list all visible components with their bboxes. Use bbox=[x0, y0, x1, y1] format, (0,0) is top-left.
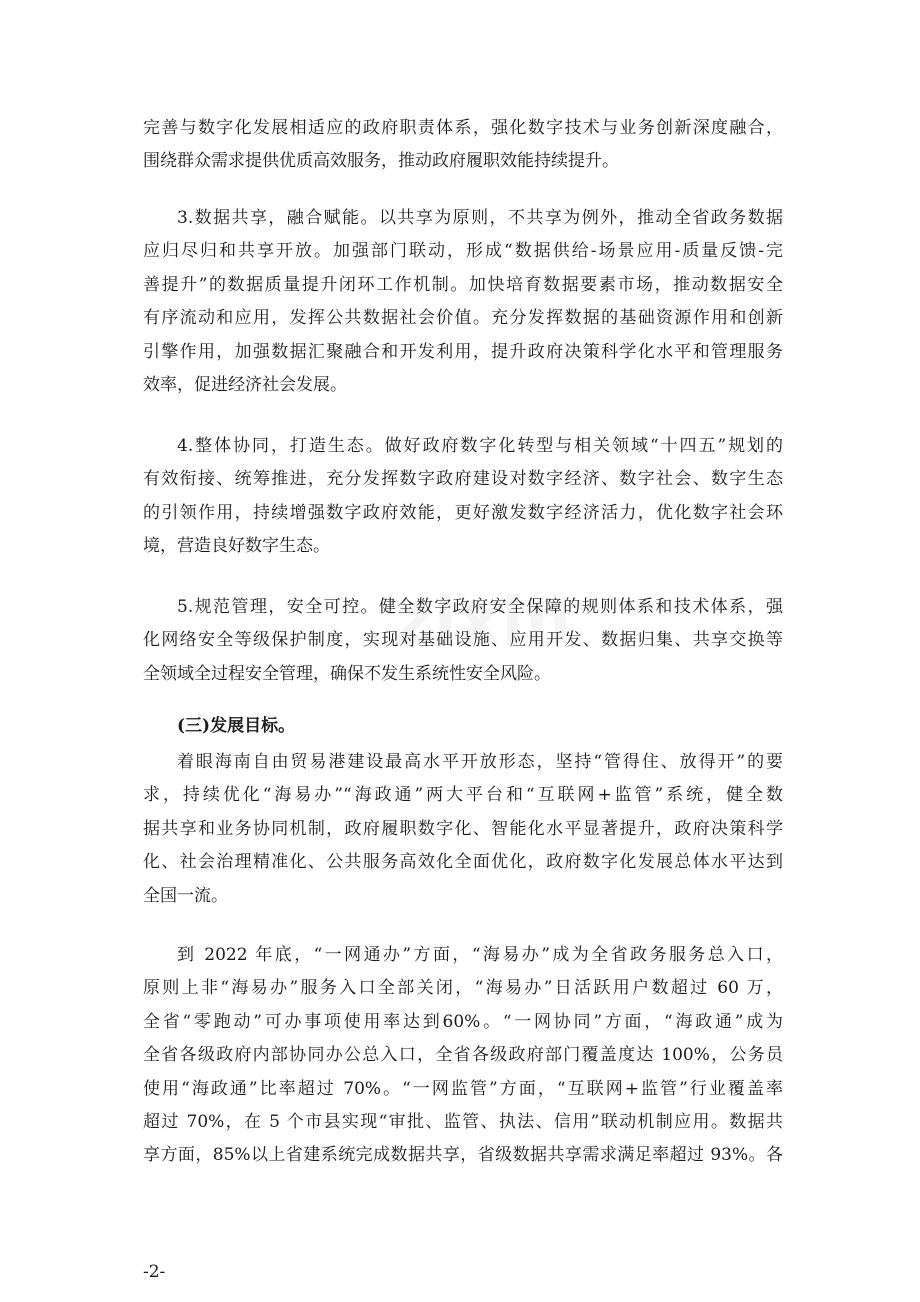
paragraph-line: 5.规范管理，安全可控。健全数字政府安全保障的规则体系和技术体系，强 bbox=[177, 597, 783, 617]
intro-paragraph bbox=[143, 112, 783, 179]
paragraph-line: 据共享和业务协同机制，政府履职数字化、智能化水平显著提升，政府决策科学 bbox=[143, 818, 783, 839]
paragraph-line: 原则上非“海易办”服务入口全部关闭，“海易办”日活跃用户数超过 60 万， bbox=[143, 978, 783, 999]
paragraph-line: 有效衔接、统筹推进，充分发挥数字政府建设对数字经济、数字社会、数字生态 bbox=[143, 469, 783, 490]
paragraph-line: 全省“零跑动”可办事项使用率达到60%。“一网协同”方面，“海政通”成为 bbox=[143, 1011, 783, 1032]
principle-4-paragraph bbox=[143, 430, 783, 564]
paragraph-line: 3.数据共享，融合赋能。以共享为原则，不共享为例外，推动全省政务数据 bbox=[177, 208, 783, 228]
paragraph-line: 全国一流。 bbox=[143, 885, 228, 906]
paragraph-line: 全省各级政府内部协同办公总入口，全省各级政府部门覆盖度达 100%，公务员 bbox=[143, 1045, 783, 1066]
paragraph-line: 效率，促进经济社会发展。 bbox=[143, 375, 347, 396]
paragraph-line: 引擎作用，加强数据汇聚融合和开发利用，提升政府决策科学化水平和管理服务 bbox=[143, 341, 783, 362]
principle-3-paragraph bbox=[143, 202, 783, 402]
paragraph-line: 超过 70%，在 5 个市县实现“审批、监管、执法、信用”联动机制应用。数据共 bbox=[143, 1112, 783, 1133]
paragraph-line: 善提升”的数据质量提升闭环工作机制。加快培育数据要素市场，推动数据安全 bbox=[143, 274, 783, 295]
section-heading: (三)发展目标。 bbox=[177, 716, 296, 736]
paragraph-line: 应归尽归和共享开放。加强部门联动，形成“数据供给-场景应用-质量反馈-完 bbox=[143, 241, 783, 262]
watermark: zixin bbox=[395, 585, 573, 659]
paragraph-line: 求，持续优化“海易办”“海政通”两大平台和“互联网+监管”系统，健全数 bbox=[143, 785, 783, 806]
paragraph-line: 着眼海南自由贸易港建设最高水平开放形态，坚持“管得住、放得开”的要 bbox=[177, 752, 783, 772]
page-number: -2- bbox=[143, 1262, 166, 1282]
principle-5-paragraph bbox=[143, 591, 783, 691]
paragraph-line: 化、社会治理精准化、公共服务高效化全面优化，政府数字化发展总体水平达到 bbox=[143, 852, 783, 873]
paragraph-line: 化网络安全等级保护制度，实现对基础设施、应用开发、数据归集、共享交换等 bbox=[143, 630, 783, 651]
goals-paragraph bbox=[143, 746, 783, 913]
paragraph-line: 享方面，85%以上省建系统完成数据共享，省级数据共享需求满足率超过 93%。各 bbox=[143, 1145, 783, 1166]
paragraph-line: 到 2022 年底，“一网通办”方面，“海易办”成为全省政务服务总入口， bbox=[177, 945, 783, 965]
paragraph-line: 全领域全过程安全管理，确保不发生系统性安全风险。 bbox=[143, 663, 551, 684]
paragraph-line: 的引领作用，持续增强数字政府效能，更好激发数字经济活力，优化数字社会环 bbox=[143, 502, 783, 523]
paragraph-line: 完善与数字化发展相适应的政府职责体系，强化数字技术与业务创新深度融合， bbox=[143, 118, 783, 138]
paragraph-line: 使用“海政通”比率超过 70%。“一网监管”方面，“互联网+监管”行业覆盖率 bbox=[143, 1078, 783, 1099]
paragraph-line: 境，营造良好数字生态。 bbox=[143, 536, 330, 557]
targets-2022-paragraph bbox=[143, 939, 783, 1173]
paragraph-line: 围绕群众需求提供优质高效服务，推动政府履职效能持续提升。 bbox=[143, 151, 619, 172]
paragraph-line: 有序流动和应用，发挥公共数据社会价值。充分发挥数据的基础资源作用和创新 bbox=[143, 308, 783, 329]
paragraph-line: 4.整体协同，打造生态。做好政府数字化转型与相关领域“十四五”规划的 bbox=[177, 436, 783, 456]
